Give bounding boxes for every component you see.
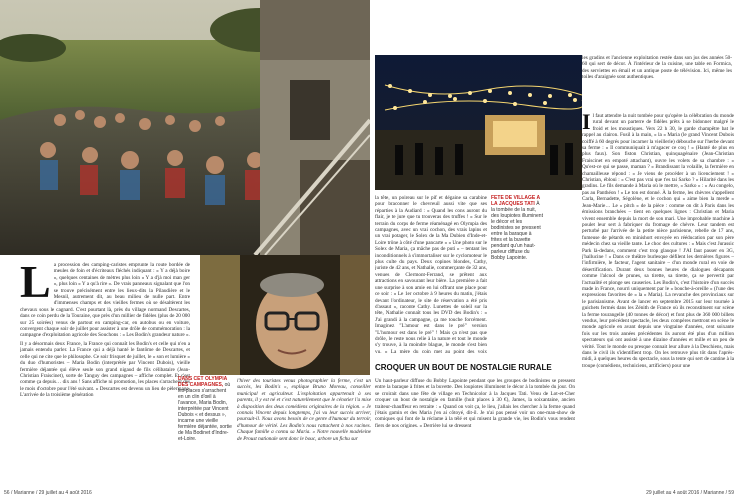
article-column xyxy=(237,378,371,488)
article-column xyxy=(375,195,487,355)
section-headline: CROQUER UN BOUT DE NOSTALGIE RURALE xyxy=(375,363,552,372)
article-column xyxy=(582,55,732,111)
article-column xyxy=(375,378,575,486)
caption-title: FÊTE DE VILLAGE À LA JACQUES TATI xyxy=(491,195,541,207)
page-footer-left: 56 / Marianne / 29 juillet au 4 août 2016 xyxy=(4,490,92,496)
caption-body: À la tombée de la nuit, des loupiotes illuminent le décor et les bodinistes se pressent entre la baraque à frites et la buvette pendant qu'un haut-parleur diffuse du Bobby Lapointe. xyxy=(491,201,543,261)
article-paragraph: l faut attendre la nuit tombée pour qu'opère la célébration du monde rural devant un parterre de fidèles prêts à se bidonner malgré le froid et les moustiques. Vers 22 h 30, le garde champêtre bat le rappel au clairon. Fusil à la main, « la » Maria (le grand Vincent Dubois coiffé à 60 degrés pour incarner la vieillerie) débouche sur l'herbe devant sa ferme : « Il communiquait à m'agacer ce coq ! » (Hanté de plus en plus faux). Son fiston Christian, quinquagénaire (Jean-Christian Fraiscinet en empoté attachant), ouvre les volets de sa chambre : « Qu'est-ce qui se passe, maman ? » Brandissant la volaille, la fermière en chamailleuse répond : « Je viens de procéder à un licenciement ! » Christian, ébloui : « C'est pas vrai que t'es tai Sarko ? » Hilarité dans les gradins. Le fils demande à Maria où le mettre, « Sarko » : « Au congelo, pas au Panthéon ! » Le ton est donné. À la ferme, les chèvres s'appellent Carla, Bernadette, Ségolène, et le cochon qui « aime bien la merde » Jean-Marie… Le « pitch » de la pièce : comme on dit à Paris dans les émissions branchées – tient en quelques lignes : Christian et Maria vivent ensemble depuis la mort de son mari. Une improbable machine à poulet leur sert à fabriquer du fromage de chèvre. Leur tandem est perturbé par l'arrivée de la petite nièce parisienne, rebelle de 17 ans, fumeuse de pétards en minishort envoyée en rééducation par son père médecin chez sa vieille tante. Le choc des cultures : « Mais c'est Jurassic Park là-dedans, comment c'est trop glauque ! J'AI faut passer en 3G, j'hallucine ! » Dans ce théâtre burlesque défilent les dernières figures – l'infirmière, le facteur, l'agent sanitaire – d'un monde rural en voie de désertification. Durant deux bonnes heures de dialogues décapants comme l'alcool de prunes, sa tirette, sa tirette, ça se pervertit par l'actualité et plonge ses causeries. Les Bodin's, c'est l'histoire d'un succès made in France, nourri uniquement par le « bouche-à-oreille » (l'une des expressions favorites de « la » Maria). La revanche des provinciaux sur le parisianisme. Avant de lancer en septembre 2015 sur leur tournée à guichets fermés dans les Zénith de France où ils reconstituent sur scène la ferme tourangelle (40 tonnes de décor) et font plus de 360 000 billets vendus, leur précédent spectacle, les deux compères mettront en scène le monde agricole en avant depuis une vingtaine d'années, cent soixante fois sur les trois années précédentes ils auront été plus d'un million spectateurs qui ont assisté à une dizaine d'années et mille et un peu de vérité. Tout le monde ou presque connait leur allure à la Deschiens, mais dans le civil ils s'identifient trop. On les retrouve plus tôt dans l'après-midi, à quelques heures du spectacle, sous la tente qui sert de cantine à la troupe (comédiens, techniciens, artificiers) pour une xyxy=(582,113,734,369)
article-paragraph: Un haut-parleur diffuse du Bobby Lapointe pendant que les groupes de bodinistes se pressent entre la baraque à frites et la buvette. Des loupiotes illuminent le décor à la tombée du jour. On se croirait dans une fête de village en Technicolor à la Jacques Tati. Venu de Lot-et-Cher croquer un bout de nostalgie en famille (huit places à 30 €), James, la soixantaine, ancien traiteur-chauffeur en retraite : « Quand on voit ça, le lieu, j'allais les chercher à la ferme quand j'étais gamin et des Maria j'en ai côtoyé, dit-il. Je n'ai pas pensé voir un one-man-show de comiques qui font de la réclame à la télé et qui misent la grande vie, les Bodin's vous rendent fiers de nos origines. » Derrière lui se dressent xyxy=(375,378,575,429)
caption-body: où les places s'arrachent en un clin d'œil à l'avance, Maria Bodin, interprétée par Vincent Dubois « et dessus », incarne une vieille fermière déjantée, sortie de Ma Bodinet d'Indre-et-Loire. xyxy=(178,382,232,442)
drop-cap: L xyxy=(20,262,51,307)
article-paragraph: les gradins et l'ancienne exploitation restée dans son jus des années 50-60 qui sert de décor. À l'intérieur de la cuisine, une table en Formica, des serviettes en émail et un antique poste de télévision. Ici, même les toiles d'araignée sont authentiques. xyxy=(582,55,732,81)
photo-man-with-glasses xyxy=(200,255,370,375)
article-paragraph: a procession des camping-caristes emprunte la route bordée de meules de foin et d'écriteaux fléchés indiquant : « Y a déjà boire », quelques centaines de mètres plus loin « Y a d'jà moi man ger », plus loin « Y a qu'à rire ». De vrais panneaux signalant que l'on se trouve précisément entre les lieux-dits la Pilaudière et le Mesnil, autrement dit, au beau milieu de nulle part. Entre d'immenses champs et des vieilles fermes où se désaltèrent les chevaux sous le cagnard. C'est pourtant là, près du village normand Descartes, dans ce coin perdu de la Touraine, que près d'un millier de fidèles (plus de 20 000 sur 25 soirées) venus de partout en camping-car, en autobus ou en voiture, convergent chaque soir de juillet pour assister à une drôle de commémoration : la campagne d'exploitation agricole des Souchons : « Les Bodin's grandeur nature ». xyxy=(20,262,190,339)
caption-title: DANS CET OLYMPIA DES CAMPAGNES, xyxy=(178,376,228,388)
drop-cap: I xyxy=(582,113,591,134)
article-paragraph: l'hiver des touristes venus photographier la ferme, c'est un succès, les Bodin's », explique Bruno Moreau, conseiller municipal et agriculteur. L'exploitation appartenait à ses parents, il y est né et c'est naturellement que le cénotier l'a mise à disposition des deux comédiens originaires de la région. « Je connais Vincent depuis longtemps, j'ai vu leur succès arriver, poursuit-il. Nous avons besoin de ce genre d'humour du terroir, d'humour de vérité. Les Bodin's nous rattachent à nos racines. Chaque famille a connu sa Maria. » Notre nouvelle madeleine de Proust nationale sent donc le bouc, arbore un fichu sur xyxy=(237,378,371,442)
photo-village-fair-night xyxy=(375,55,582,190)
article-paragraph: la tête, un poireau sur le pif et dégaine sa carabine pour braconner le chevreuil aussi vite que ses réparties à la Audiard : « Quand les cons auront du flair, je te jure que tu trouveras des truffes ! » Sur le terrain du corps de ferme réaménagé en Olympia des campagnes, avec un vrai cochon, des vrais lapins et un vrai potager, le Solex de la Ma Dubien d'Inde-et-Loire trône à côté d'une pancarte « « Une photo sur le Solex de Maria, ça mâche pas de puti » – tentant les inconditionnels à s'immortaliser sur le cyclomoteur le plus culte du pays. Deux copines blondes, Cathy, juriste de 42 ans, et Nathalie, commerçante de 32 ans, venues de Clermont-Ferrand, se prêtent aux attractions en savourant leur bière. La première a fait une surprise à son amie en lui offrant une place pour ce soir : « Le 1er octobre à 9 heures du matin, j'étais devant l'ordinateur, le site de réservation a été pris d'assaut », raconte Cathy. Lunettes de soleil sur la tête, Nathalie connaît tous les DVD des Bodin's : « J'ai grandi à la campagne, ça me touche forcément. Imaginez "L'amour est dans le pré" version "L'humour est dans le pré" ! Mais ça n'est pas que drôle, le reste nous relie à la nature et tout le monde s'y trouve, à la moindre blague, le monde s'est bien vu. » La mère du coin met au point des voix xyxy=(375,195,487,355)
article-intro-column xyxy=(20,262,190,487)
article-paragraph: Il y a désormais deux France, la France qui connaît les Bodin's et celle qui n'en a jamais entendu parler. La France qui a déjà hanté le fantôme de Descartes, et celle qui ne cite que le philosophe. Ce soir frisquet de juillet, le « son et lumière » du duo d'humoristes – Maria Bodin (interprétée par Vincent Dubois), vieille fermière déjantée qui élève seule son grand nigaud de fils célibataire (Jean-Christian Fraiscinet), sorte de Tanguy des campagnes – affiche complet. Et c'est comme ça depuis… dix ans ! Sans affiche ni promotion, les places s'arrachent dès le mois d'octobre pour l'été suivant. « Descartes est devenu un lieu de pèlerinage. L'arrivée de la troisième génération xyxy=(20,340,190,399)
photo-caption xyxy=(491,195,543,320)
photo-crowd-at-farm xyxy=(0,0,370,255)
page-footer-right: 29 juillet au 4 août 2016 / Marianne / 59 xyxy=(646,490,734,496)
article-column xyxy=(582,113,734,486)
photo-caption xyxy=(178,376,233,486)
